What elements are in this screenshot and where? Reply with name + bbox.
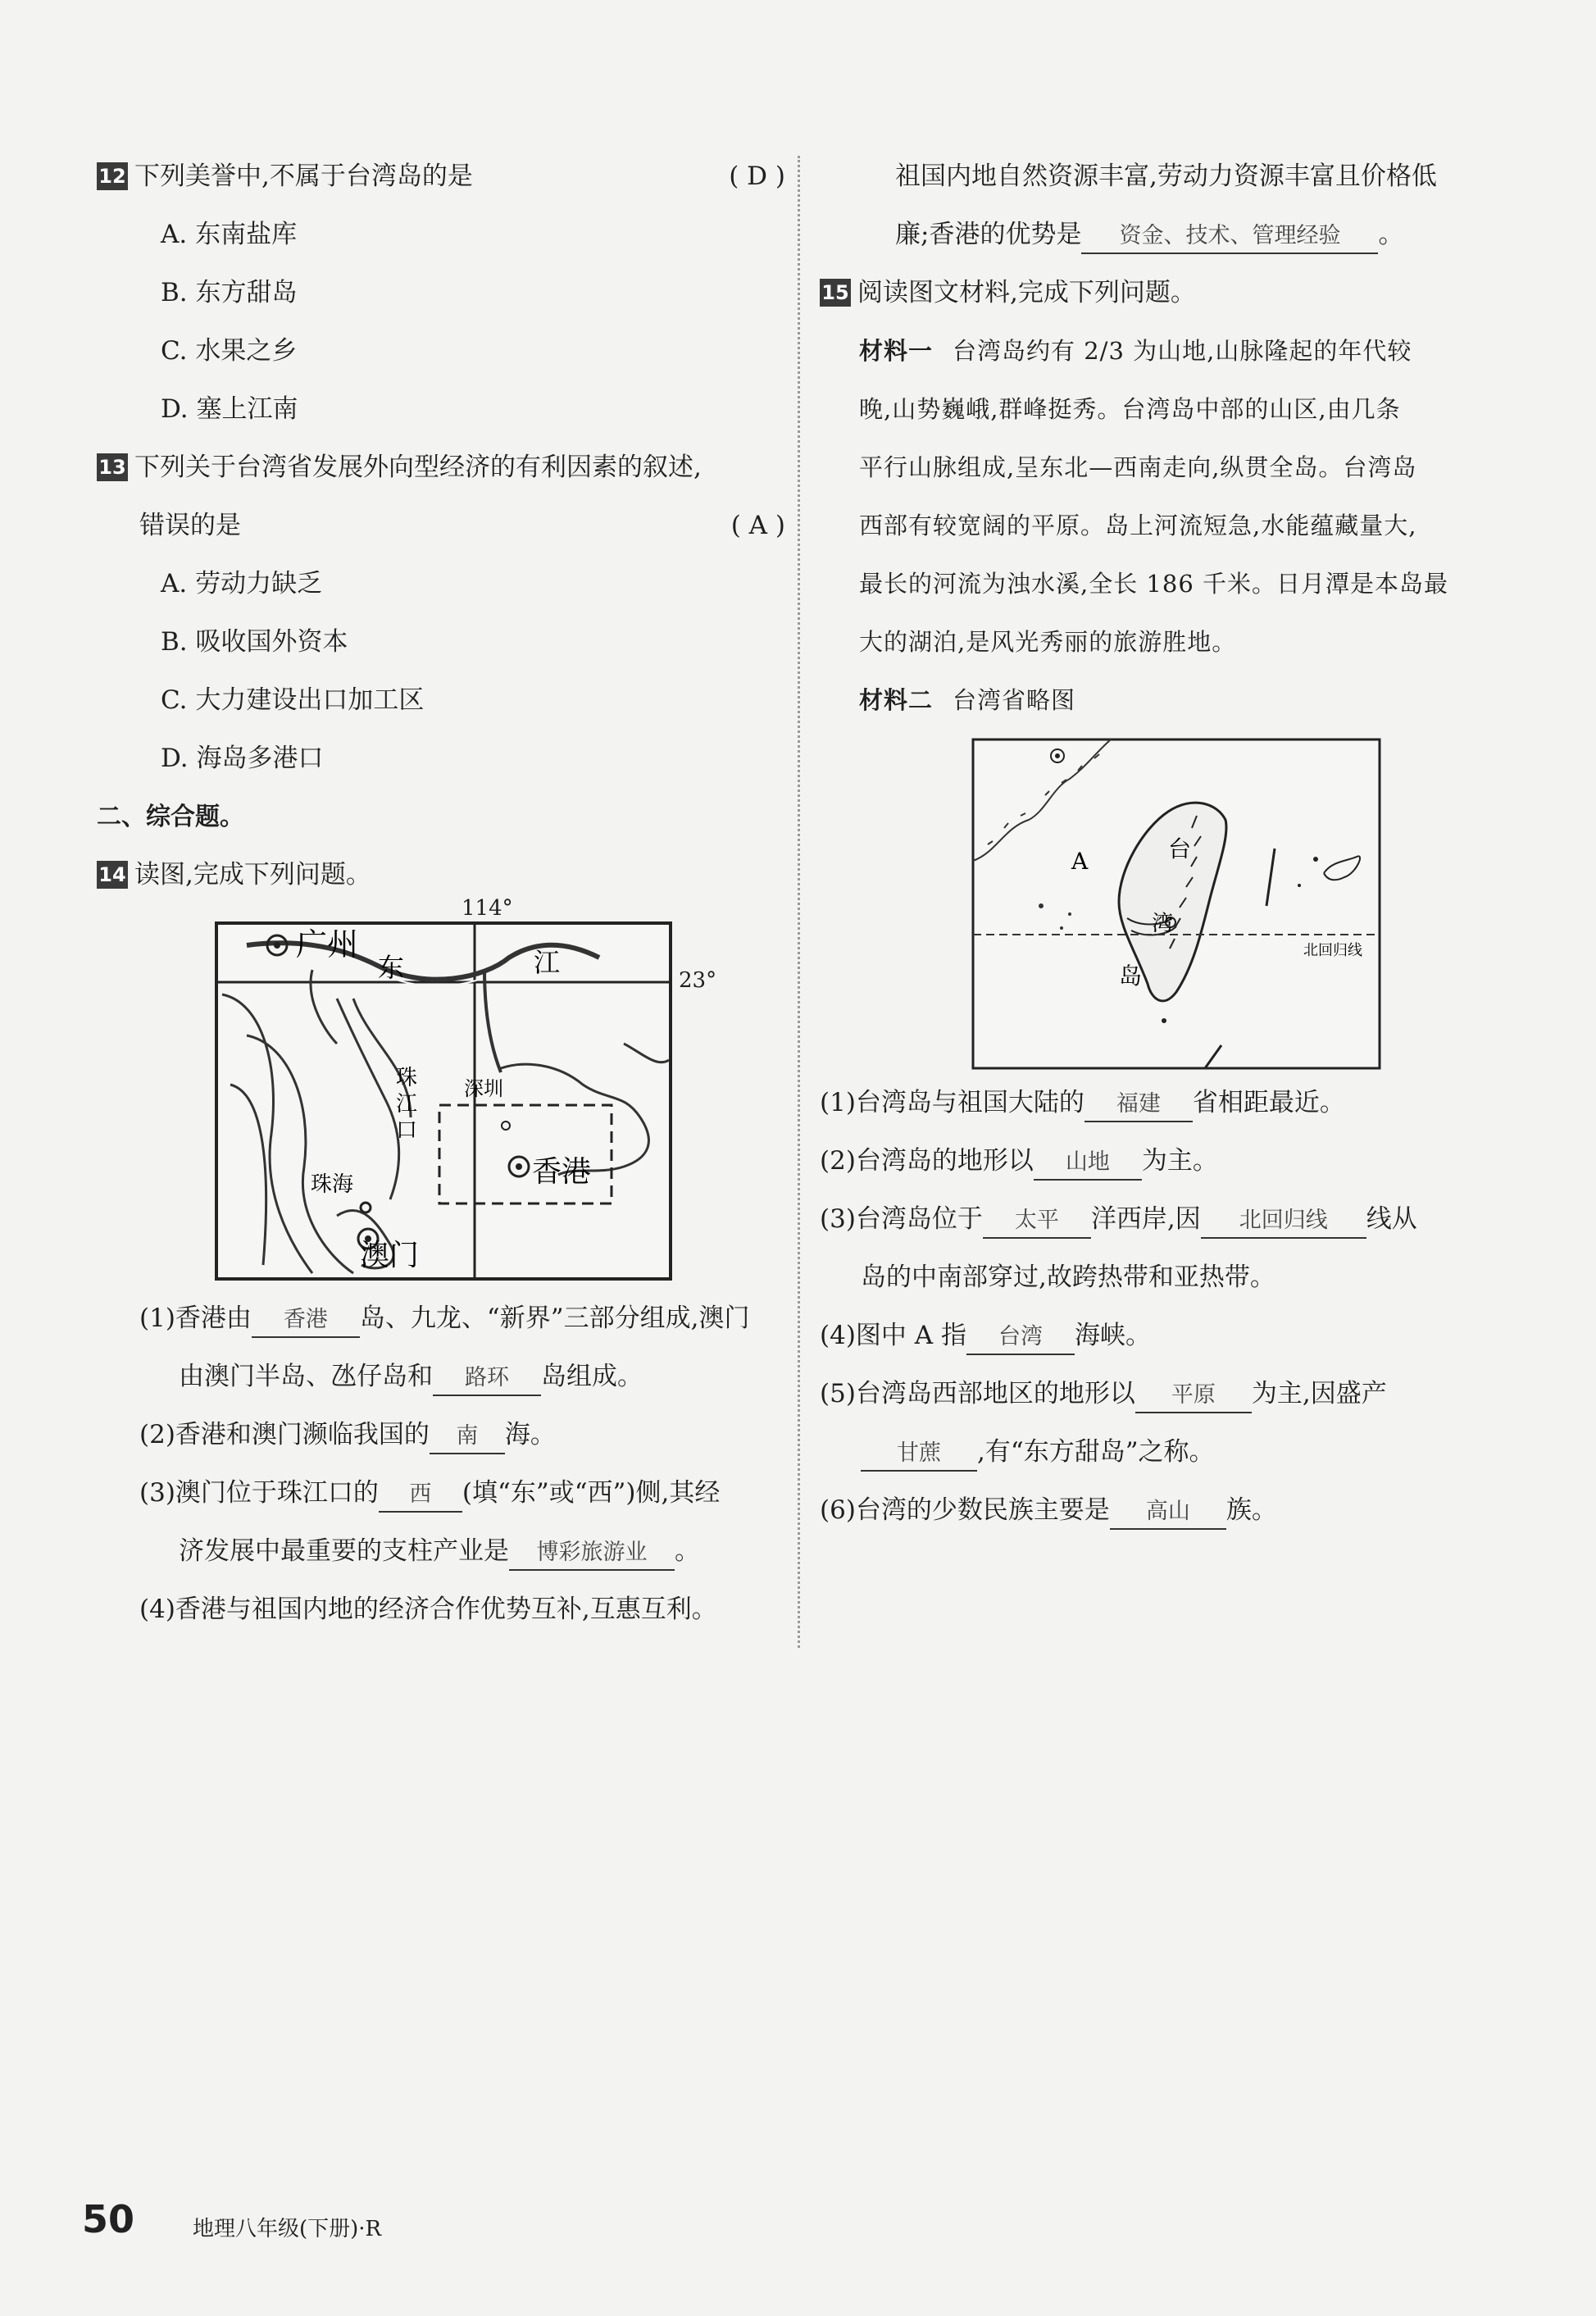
q12-stem: 12 下列美誉中,不属于台湾岛的是 ( D )	[97, 148, 785, 206]
q14-p2-blank: 南	[430, 1420, 505, 1454]
q15-map-area	[820, 730, 1500, 1074]
q15-p6: (6)台湾的少数民族主要是 高山 族。	[820, 1481, 1500, 1540]
label-dong: 东	[378, 952, 405, 983]
q12-option-a: A. 东南盐库	[161, 220, 298, 249]
q14-p1-blank2: 路环	[433, 1362, 541, 1396]
q12-option-c: C. 水果之乡	[161, 336, 298, 366]
label-strait-a: A	[1071, 848, 1089, 875]
q14-p3-line1: (3)澳门位于珠江口的 西 (填“东”或“西”)侧,其经	[97, 1464, 785, 1522]
label-dao: 岛	[1119, 962, 1143, 990]
q15-material1-line4: 西部有较宽阔的平原。岛上河流短急,水能蕴藏量大,	[859, 512, 1417, 539]
q15-stem: 15 阅读图文材料,完成下列问题。	[820, 264, 1500, 322]
q15-material1-line2: 晚,山势巍峨,群峰挺秀。台湾岛中部的山区,由几条	[859, 395, 1401, 423]
q14-p4-line3: 廉;香港的优势是 资金、技术、管理经验 。	[820, 206, 1500, 264]
q12-answer: ( D )	[729, 162, 785, 191]
q15-p3-blank1: 太平	[983, 1204, 1091, 1239]
taiwan-map	[971, 738, 1381, 1070]
q15-p5-line1: (5)台湾岛西部地区的地形以 平原 为主,因盛产	[820, 1365, 1500, 1423]
q15-p4-blank: 台湾	[966, 1321, 1075, 1355]
material2-label: 材料二	[859, 686, 934, 714]
material1-label: 材料一	[859, 337, 934, 365]
longitude-label: 114°	[462, 896, 513, 921]
label-zhujiangkou-2: 江	[396, 1092, 418, 1117]
column-divider	[798, 156, 800, 1648]
q14-p1-line1: (1)香港由 香港 岛、九龙、“新界”三部分组成,澳门	[97, 1290, 785, 1348]
q15-p5-blank2: 甘蔗	[861, 1437, 977, 1472]
q15-material1-line3: 平行山脉组成,呈东北—西南走向,纵贯全岛。台湾岛	[859, 453, 1417, 481]
q14-p3-line2: 济发展中最重要的支柱产业是 博彩旅游业 。	[97, 1522, 785, 1581]
q15-material1-line6: 大的湖泊,是风光秀丽的旅游胜地。	[859, 628, 1237, 656]
left-column	[97, 148, 785, 1639]
q15-p4: (4)图中 A 指 台湾 海峡。	[820, 1307, 1500, 1365]
q13-answer: ( A )	[730, 511, 785, 540]
page-number: 50	[82, 2197, 135, 2241]
label-tropic: 北回归线	[1303, 942, 1362, 959]
q15-p2: (2)台湾岛的地形以 山地 为主。	[820, 1132, 1500, 1190]
q13-option-a: A. 劳动力缺乏	[161, 569, 323, 598]
q13-stem: 13 下列关于台湾省发展外向型经济的有利因素的叙述,	[97, 439, 785, 497]
label-aomen: 澳门	[360, 1239, 420, 1272]
q13-option-c: C. 大力建设出口加工区	[161, 685, 425, 715]
right-column	[820, 148, 1500, 1540]
label-zhujiangkou-3: 口	[396, 1118, 418, 1143]
section-heading: 二、综合题。	[97, 803, 244, 831]
q15-p5-blank1: 平原	[1135, 1379, 1252, 1413]
q13-option-b: B. 吸收国外资本	[161, 627, 348, 657]
label-shenzhen: 深圳	[464, 1077, 503, 1100]
label-guangzhou: 广州	[296, 926, 359, 962]
label-zhuhai: 珠海	[311, 1172, 354, 1197]
q15-p1-blank: 福建	[1084, 1088, 1193, 1122]
latitude-label: 23°	[679, 968, 717, 993]
label-tai: 台	[1168, 835, 1192, 862]
label-xianggang: 香港	[532, 1155, 592, 1189]
label-wan: 湾	[1152, 912, 1174, 936]
q14-stem: 14 读图,完成下列问题。	[97, 846, 785, 904]
q15-p3-blank2: 北回归线	[1201, 1204, 1366, 1239]
q15-material1-line1: 材料一 台湾岛约有 2/3 为山地,山脉隆起的年代较	[859, 337, 1412, 365]
q14-number: 14	[97, 861, 128, 889]
q15-p1: (1)台湾岛与祖国大陆的 福建 省相距最近。	[820, 1074, 1500, 1132]
q15-material2: 材料二 台湾省略图	[859, 686, 1076, 714]
q14-p4-line2: 祖国内地自然资源丰富,劳动力资源丰富且价格低	[895, 162, 1437, 191]
pearl-river-delta-map	[214, 921, 673, 1281]
q15-p2-blank: 山地	[1034, 1146, 1142, 1181]
q13-number: 13	[97, 453, 128, 481]
q14-map-area	[97, 896, 785, 1290]
q15-material1-line5: 最长的河流为浊水溪,全长 186 千米。日月潭是本岛最	[859, 570, 1449, 598]
q14-p4-line1: (4)香港与祖国内地的经济合作优势互补,互惠互利。	[139, 1595, 717, 1624]
q15-p3-line1: (3)台湾岛位于 太平 洋西岸,因 北回归线 线从	[820, 1190, 1500, 1249]
q13-option-d: D. 海岛多港口	[161, 744, 324, 773]
q15-p3-line2: 岛的中南部穿过,故跨热带和亚热带。	[861, 1263, 1275, 1292]
q14-p2: (2)香港和澳门濒临我国的 南 海。	[97, 1406, 785, 1464]
q14-p4-blank: 资金、技术、管理经验	[1081, 220, 1378, 254]
label-zhujiangkou-1: 珠	[396, 1066, 418, 1090]
q15-p5-line2: 甘蔗 ,有“东方甜岛”之称。	[820, 1423, 1500, 1481]
q14-p3-blank2: 博彩旅游业	[509, 1536, 675, 1571]
q13-stem-line2: 错误的是 ( A )	[97, 497, 785, 555]
q15-number: 15	[820, 279, 851, 307]
q12-number: 12	[97, 162, 128, 190]
q14-p3-blank1: 西	[379, 1478, 462, 1513]
q12-option-d: D. 塞上江南	[161, 394, 298, 424]
label-jiang: 江	[534, 947, 561, 978]
q15-p6-blank: 高山	[1110, 1495, 1226, 1530]
q14-p1-blank1: 香港	[252, 1304, 360, 1338]
q14-p1-line2: 由澳门半岛、氹仔岛和 路环 岛组成。	[97, 1348, 785, 1406]
book-title: 地理八年级(下册)·R	[193, 2217, 382, 2241]
q12-option-b: B. 东方甜岛	[161, 278, 298, 307]
